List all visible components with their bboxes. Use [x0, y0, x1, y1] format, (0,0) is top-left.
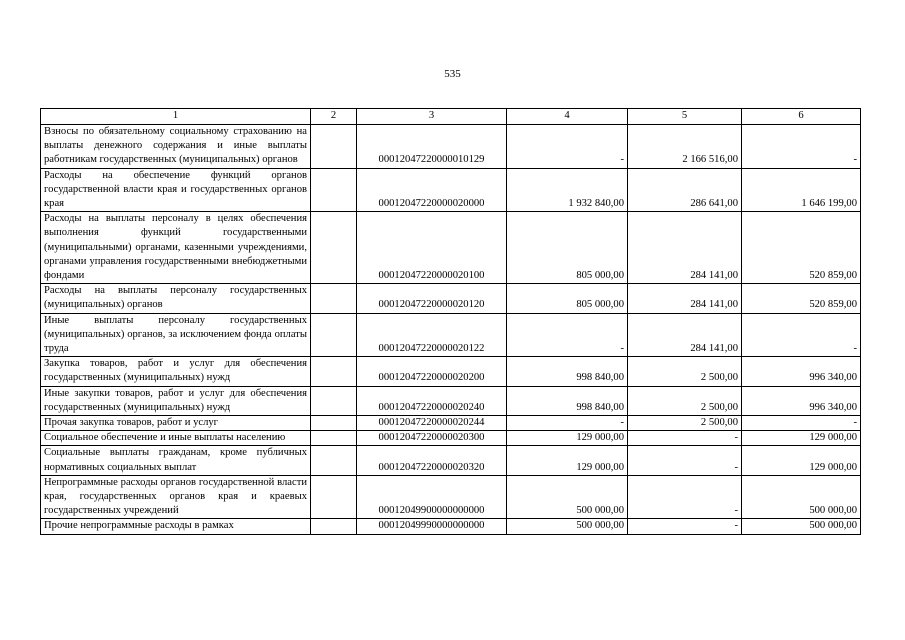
row-value-4: -	[507, 416, 628, 431]
row-value-4: 998 840,00	[507, 386, 628, 415]
row-description: Прочая закупка товаров, работ и услуг	[41, 416, 311, 431]
row-value-6: -	[742, 416, 861, 431]
row-value-4: 998 840,00	[507, 357, 628, 386]
row-value-6: 129 000,00	[742, 446, 861, 475]
table-row	[41, 431, 861, 446]
column-header-5: 5	[628, 109, 742, 125]
row-column-2	[311, 284, 357, 313]
row-code: 00012047220000020100	[357, 212, 507, 284]
row-code: 00012049990000000000	[357, 519, 507, 534]
row-value-6: 520 859,00	[742, 284, 861, 313]
row-description: Расходы на выплаты персоналу в целях обеспечения выполнения функций государственными (муниципальными) органами, казенными учреждениями, органами управления государственными внебюджетными фондами	[41, 212, 311, 284]
row-value-5: 284 141,00	[628, 212, 742, 284]
row-column-2	[311, 212, 357, 284]
row-description: Непрограммные расходы органов государственной власти края, государственных органов края и краевых государственных учреждений	[41, 475, 311, 519]
table-row	[41, 416, 861, 431]
page-number: 535	[444, 68, 461, 80]
column-header-6: 6	[742, 109, 861, 125]
row-column-2	[311, 357, 357, 386]
row-column-2	[311, 168, 357, 212]
row-value-4: 805 000,00	[507, 212, 628, 284]
table-row	[41, 168, 861, 212]
row-column-2	[311, 416, 357, 431]
row-value-5: 284 141,00	[628, 284, 742, 313]
row-code: 00012047220000010129	[357, 125, 507, 169]
row-value-4: 129 000,00	[507, 446, 628, 475]
row-value-4: -	[507, 313, 628, 357]
row-value-6: -	[742, 125, 861, 169]
row-value-6: -	[742, 313, 861, 357]
row-value-5: 2 500,00	[628, 386, 742, 415]
row-code: 00012047220000020240	[357, 386, 507, 415]
row-value-4: 129 000,00	[507, 431, 628, 446]
row-code: 00012047220000020200	[357, 357, 507, 386]
column-header-4: 4	[507, 109, 628, 125]
row-description: Иные выплаты персоналу государственных (муниципальных) органов, за исключением фонда оплаты труда	[41, 313, 311, 357]
row-column-2	[311, 125, 357, 169]
row-description: Социальные выплаты гражданам, кроме публичных нормативных социальных выплат	[41, 446, 311, 475]
table-row	[41, 125, 861, 169]
row-value-6: 996 340,00	[742, 386, 861, 415]
column-header-1: 1	[41, 109, 311, 125]
row-column-2	[311, 475, 357, 519]
row-value-6: 520 859,00	[742, 212, 861, 284]
table-row	[41, 446, 861, 475]
row-value-4: 500 000,00	[507, 475, 628, 519]
row-value-4: 500 000,00	[507, 519, 628, 534]
row-value-5: 2 500,00	[628, 357, 742, 386]
row-value-6: 500 000,00	[742, 475, 861, 519]
row-column-2	[311, 519, 357, 534]
row-value-5: 284 141,00	[628, 313, 742, 357]
row-code: 00012047220000020120	[357, 284, 507, 313]
row-code: 00012047220000020122	[357, 313, 507, 357]
row-value-4: 805 000,00	[507, 284, 628, 313]
row-code: 00012047220000020320	[357, 446, 507, 475]
row-value-4: -	[507, 125, 628, 169]
table-header-row	[41, 109, 861, 125]
row-value-5: -	[628, 475, 742, 519]
row-column-2	[311, 313, 357, 357]
row-value-5: 2 500,00	[628, 416, 742, 431]
row-value-5: -	[628, 431, 742, 446]
row-value-6: 500 000,00	[742, 519, 861, 534]
row-value-6: 1 646 199,00	[742, 168, 861, 212]
row-code: 00012049900000000000	[357, 475, 507, 519]
row-column-2	[311, 431, 357, 446]
table-row	[41, 212, 861, 284]
row-value-6: 129 000,00	[742, 431, 861, 446]
table-row	[41, 519, 861, 534]
row-description: Расходы на обеспечение функций органов государственной власти края и государственных органов края	[41, 168, 311, 212]
row-value-5: -	[628, 446, 742, 475]
column-header-2: 2	[311, 109, 357, 125]
row-description: Взносы по обязательному социальному страхованию на выплаты денежного содержания и иные выплаты работникам государственных (муниципальных) органов	[41, 125, 311, 169]
table-row	[41, 386, 861, 415]
budget-table	[40, 108, 861, 535]
row-description: Социальное обеспечение и иные выплаты населению	[41, 431, 311, 446]
row-value-5: 2 166 516,00	[628, 125, 742, 169]
row-description: Прочие непрограммные расходы в рамках	[41, 519, 311, 534]
table-row	[41, 313, 861, 357]
row-description: Закупка товаров, работ и услуг для обеспечения государственных (муниципальных) нужд	[41, 357, 311, 386]
row-code: 00012047220000020000	[357, 168, 507, 212]
row-value-6: 996 340,00	[742, 357, 861, 386]
table-row	[41, 475, 861, 519]
table-row	[41, 284, 861, 313]
row-column-2	[311, 386, 357, 415]
column-header-3: 3	[357, 109, 507, 125]
row-code: 00012047220000020244	[357, 416, 507, 431]
row-column-2	[311, 446, 357, 475]
row-description: Расходы на выплаты персоналу государственных (муниципальных) органов	[41, 284, 311, 313]
table-row	[41, 357, 861, 386]
row-value-5: -	[628, 519, 742, 534]
row-code: 00012047220000020300	[357, 431, 507, 446]
row-description: Иные закупки товаров, работ и услуг для обеспечения государственных (муниципальных) нужд	[41, 386, 311, 415]
row-value-5: 286 641,00	[628, 168, 742, 212]
row-value-4: 1 932 840,00	[507, 168, 628, 212]
